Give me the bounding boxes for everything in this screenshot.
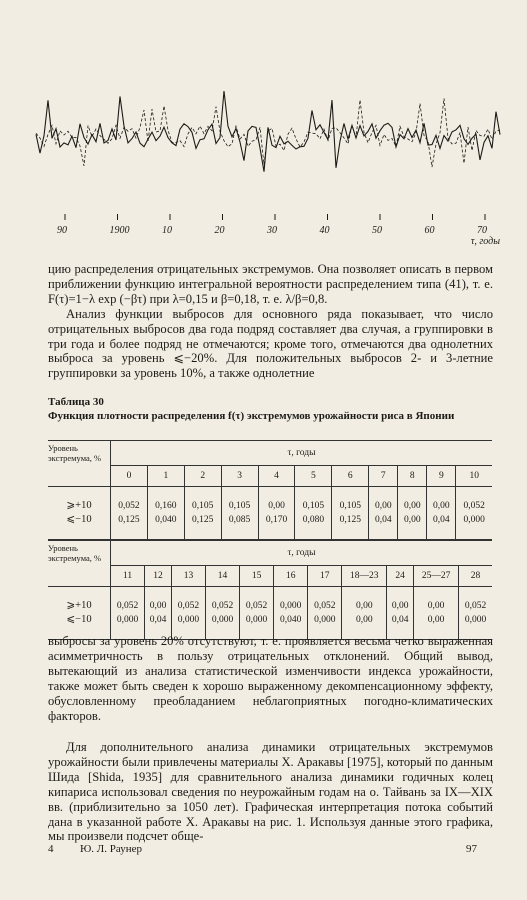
part1-col-9: 9 — [427, 466, 456, 487]
signature-mark: 4 — [48, 843, 54, 855]
part1-neg-10: 0,000 — [463, 515, 485, 525]
part2-neg-5: 0,040 — [280, 615, 302, 625]
part2-col-10: 28 — [459, 566, 492, 587]
x-tick-label-3: 20 — [214, 225, 225, 236]
x-tick-label-5: 40 — [319, 225, 330, 236]
part2-pos-7: 0,00 — [355, 601, 373, 611]
x-tick-label-6: 50 — [372, 225, 382, 236]
part1-col-2: 2 — [184, 466, 221, 487]
paragraph-1-text: цию распределения отрицательных экстремумов. Она позволяет описать в первом приближении функцию интегральной вероятности распределением типа (41), т. е. F(τ)=1−λ exp (−βτ) при λ=0,15 и β=0,18, т. е. λ/β=0,8. — [48, 262, 493, 306]
paragraph-3: Для дополнительного анализа динамики отрицательных экстремумов урожайности были привлечены материалы Х. Аракавы [1975], который по данным Шида [Shida, 1935] для сравнительного анализа динамики годичных колец кипариса использовал сведения по неурожайным годам на о. Тайвань за IX—XIX вв. (приблизительно за 1050 лет). Графическая интерпретация потока событий дана в указанной работе Х. Аракавы на рис. 1. Используя данные этого графика, мы произвели подсчет обще- — [48, 740, 493, 844]
paragraph-2: выбросы за уровень 20% отсутствуют, т. е. проявляется весьма четко выраженная асимметричность в пользу отрицательных отклонений. Общий вывод, вытекающий из анализа статистической изменчивости индекса урожайности, также может быть сведен к хорошо выраженному декомпенсационному эффекту, обусловленному преобладанием неблагоприятных погодно-климатических факторов. — [48, 634, 493, 723]
part2-cell-3 — [206, 587, 240, 640]
part1-pos-6: 0,105 — [339, 501, 361, 511]
x-tick-label-0: 90 — [57, 225, 67, 236]
part1-neg-1: 0,040 — [155, 515, 177, 525]
row-labels — [48, 587, 111, 640]
part2-pos-0: 0,052 — [116, 601, 139, 611]
part2-neg-9: 0,00 — [427, 615, 445, 625]
part1-cell-2 — [184, 487, 221, 540]
time-series-figure — [20, 68, 512, 246]
x-tick-label-8: 70 — [477, 225, 487, 236]
table-part-2 — [48, 540, 492, 640]
table-caption: Таблица 30 — [48, 396, 104, 408]
part1-col-8: 8 — [398, 466, 427, 487]
part2-col-4: 15 — [240, 566, 274, 587]
part1-neg-3: 0,085 — [228, 515, 251, 525]
part1-col-3: 3 — [221, 466, 258, 487]
part2-neg-2: 0,000 — [177, 615, 200, 625]
part2-neg-3: 0,000 — [211, 615, 234, 625]
part2-pos-4: 0,052 — [245, 601, 268, 611]
part1-col-6: 6 — [332, 466, 369, 487]
part1-pos-2: 0,105 — [192, 501, 214, 511]
part1-pos-8: 0,00 — [403, 501, 421, 511]
part2-cell-8 — [387, 587, 414, 640]
part1-neg-9: 0,04 — [433, 515, 450, 525]
table-title: Функция плотности распределения f(τ) экстремумов урожайности риса в Японии — [48, 410, 455, 422]
part1-col-1: 1 — [147, 466, 184, 487]
part1-pos-7: 0,00 — [374, 501, 392, 511]
part1-cell-8 — [398, 487, 427, 540]
part2-col-6: 17 — [308, 566, 342, 587]
tau-header: τ, годы — [111, 541, 493, 566]
series-solid-line — [36, 91, 500, 172]
part2-col-5: 16 — [274, 566, 308, 587]
part1-cell-7 — [369, 487, 398, 540]
series-dashed-line — [36, 98, 500, 167]
part1-pos-4: 0,00 — [268, 501, 285, 511]
part2-cell-7 — [342, 587, 387, 640]
x-tick-label-1: 1900 — [109, 225, 130, 236]
part2-neg-6: 0,000 — [314, 615, 336, 625]
part1-neg-4: 0,170 — [265, 515, 288, 525]
table-corner-label: Уровень экстремума, % — [48, 541, 111, 587]
part2-pos-6: 0,052 — [314, 601, 336, 611]
part1-cell-1 — [147, 487, 184, 540]
part1-col-7: 7 — [369, 466, 398, 487]
part1-neg-8: 0,00 — [403, 515, 421, 525]
x-tick-label-4: 30 — [267, 225, 277, 236]
part2-cell-9 — [414, 587, 459, 640]
part1-pos-10: 0,052 — [463, 501, 485, 511]
x-tick-label-2: 10 — [162, 225, 172, 236]
part1-cell-6 — [332, 487, 369, 540]
part1-neg-5: 0,080 — [302, 515, 325, 525]
part2-col-2: 13 — [171, 566, 205, 587]
row-label-neg: ⩽−10 — [66, 514, 92, 525]
table-corner-label: Уровень экстремума, % — [48, 441, 111, 487]
part1-pos-3: 0,105 — [228, 501, 251, 511]
part1-col-5: 5 — [295, 466, 332, 487]
row-labels — [48, 487, 111, 540]
row-label-pos: ⩾+10 — [66, 600, 92, 611]
part2-cell-10 — [459, 587, 492, 640]
part1-col-10: 10 — [456, 466, 492, 487]
part2-cell-5 — [274, 587, 308, 640]
part1-pos-1: 0,160 — [155, 501, 177, 511]
part2-pos-8: 0,00 — [391, 601, 409, 611]
part1-cell-5 — [295, 487, 332, 540]
part2-pos-5: 0,000 — [280, 601, 302, 611]
part2-col-3: 14 — [206, 566, 240, 587]
part1-pos-5: 0,105 — [302, 501, 325, 511]
part2-cell-6 — [308, 587, 342, 640]
part1-cell-9 — [427, 487, 456, 540]
part2-neg-8: 0,04 — [391, 615, 409, 625]
part2-neg-7: 0,00 — [355, 615, 373, 625]
part2-col-9: 25—27 — [414, 566, 459, 587]
row-label-neg: ⩽−10 — [66, 614, 92, 625]
part2-neg-1: 0,04 — [149, 615, 167, 625]
part1-pos-0: 0,052 — [118, 501, 140, 511]
part1-cell-10 — [456, 487, 492, 540]
part2-pos-1: 0,00 — [149, 601, 167, 611]
part1-neg-7: 0,04 — [374, 515, 392, 525]
table-part-1 — [48, 440, 492, 540]
part2-pos-10: 0,052 — [464, 601, 487, 611]
part2-neg-0: 0,000 — [116, 615, 139, 625]
part1-cell-4 — [258, 487, 295, 540]
part1-cell-3 — [221, 487, 258, 540]
footer-author: Ю. Л. Раунер — [80, 843, 142, 855]
part2-cell-1 — [145, 587, 172, 640]
part1-pos-9: 0,00 — [433, 501, 450, 511]
part2-neg-4: 0,000 — [245, 615, 268, 625]
part2-neg-10: 0,000 — [464, 615, 487, 625]
paragraph-1 — [48, 262, 493, 381]
part2-cell-0 — [111, 587, 145, 640]
part1-neg-2: 0,125 — [192, 515, 214, 525]
part2-col-0: 11 — [111, 566, 145, 587]
axis-label: τ, годы — [470, 236, 500, 246]
part2-pos-2: 0,052 — [177, 601, 200, 611]
part2-pos-9: 0,00 — [427, 601, 445, 611]
part2-col-1: 12 — [145, 566, 172, 587]
part2-col-7: 18—23 — [342, 566, 387, 587]
paragraph-1b-text: Анализ функции выбросов для основного ряда показывает, что число отрицательных выбросов два года подряд составляет два случая, а группировки в три года и более подряд не отмечаются; кроме того, отмечаются два однолетних выброса за уровень ⩽−20%. Для положительных выбросов 2- и 3-летние группировки за уровень 10%, а также однолетние — [48, 306, 493, 381]
row-label-pos: ⩾+10 — [66, 500, 92, 511]
part2-pos-3: 0,052 — [211, 601, 234, 611]
part1-col-0: 0 — [111, 466, 148, 487]
page-number: 97 — [466, 843, 477, 855]
part1-cell-0 — [111, 487, 148, 540]
part2-col-8: 24 — [387, 566, 414, 587]
part1-neg-6: 0,125 — [339, 515, 361, 525]
tau-header: τ, годы — [111, 441, 493, 466]
part1-col-4: 4 — [258, 466, 295, 487]
part2-cell-2 — [171, 587, 205, 640]
x-tick-label-7: 60 — [424, 225, 435, 236]
part1-neg-0: 0,125 — [118, 515, 140, 525]
part2-cell-4 — [240, 587, 274, 640]
